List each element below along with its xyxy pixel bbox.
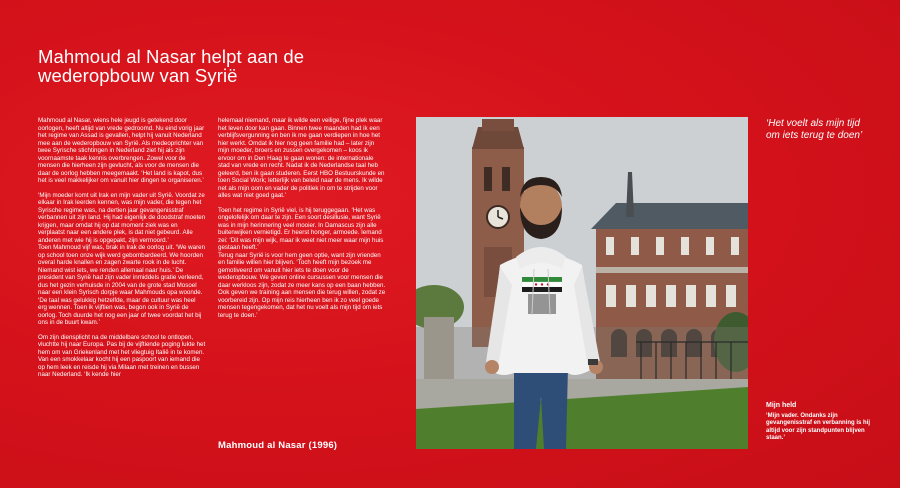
paragraph: ‘Mijn moeder komt uit Irak en mijn vader uit Syrië. Voordat ze elkaar in Irak leerden kennen, was mijn vader, die tegen het Syrische regime was, na dertien jaar gevangenisstraf verbannen uit zijn land. Hij had eigenlijk de doodstraf moeten krijgen, maar omdat hij op dat moment ziek was en verplaatst naar een andere plek, is dat niet gebeurd. Alle anderen met wie hij is opgepakt, zijn vermoord.’ Toen Mahmoud vijf was, brak in Irak de oorlog uit. ‘We waren op school toen onze wijk werd gebombardeerd. We hoorden overal harde knallen en zagen zwarte rook in de lucht. Niemand wist iets, we renden allemaal naar huis.’ De president van Syrië had zijn vader inmiddels gratie verleend, dus het gezin verhuisde in 2004 van de grote stad Mosoel naar een klein Syrisch dorpje waar Mahmouds opa woonde. ‘De taal was gelukkig hetzelfde, maar de cultuur was heel erg wennen. Toen ik vijftien was, begon ook in Syrië de oorlog. Toch duurde het nog een jaar of twee voordat het bij ons in de buurt kwam.’ — [38, 191, 206, 326]
article-column-left — [38, 117, 206, 386]
article-column-middle — [218, 117, 386, 326]
photo-caption-name: Mahmoud al Nasar (1996) — [218, 440, 338, 451]
hero-heading: Mijn held — [766, 402, 797, 409]
paragraph: helemaal niemand, maar ik wilde een veilige, fijne plek waar het leven door kan gaan. Binnen twee maanden had ik een verblijfsvergunning en ben ik me gaan verdiepen in hoe het hier werkt. Omdat ik hier nog geen familie had – later zijn mijn moeder, broers en zussen overgekomen – koos ik ervoor om in Den Haag te gaan wonen: de internationale stad van vrede en recht. Nadat ik de Nederlandse taal heb geleerd, ben ik gaan studeren. Eerst HBO Bestuurskunde en toen Social Work; letterlijk van beleid naar de mens. Ik wilde net als mijn oom en vader de politiek in om te strijden voor alles wat niet goed gaat.’ — [218, 117, 385, 199]
pull-quote: ‘Het voelt als mijn tijd om iets terug te doen’ — [766, 118, 863, 141]
hero-text: ‘Mijn vader. Ondanks zijn gevangenisstraf en verbanning is hij altijd voor zijn standpunten blijven staan.’ — [766, 413, 871, 441]
paragraph: Om zijn diensplicht na de middelbare school te ontlopen, vluchtte hij naar Europa. Pas bij de vijftiende poging lukte het hem om van Griekenland met het vliegtuig Italië in te komen. Van een smokkelaar kocht hij een paspoort van iemand die op hem leek en reisde hij via Milaan met treinen en bussen naar Nederland. ‘Ik kende hier — [38, 333, 206, 378]
portrait-photo — [416, 117, 748, 449]
paragraph: Mahmoud al Nasar, wiens hele jeugd is getekend door oorlogen, heeft altijd van vrede gedroomd. Nu eind vorig jaar het regime van Assad is gevallen, helpt hij vanuit Nederland mee aan de wederopbouw van Syrië. Als medeoprichter van twee Syrische stichtingen in Nederland ziet hij als zijn voornaamste taak kennis overbrengen. Zowel voor de mensen die hierheen zijn gevlucht, als voor de mensen die daar de oorlog hebben meegemaakt. ‘Het land is kapot, dus het is veel makkelijker om vanuit hier dingen te organiseren.’ — [38, 117, 205, 184]
portrait-illustration — [416, 117, 748, 449]
paragraph: Toen het regime in Syrië viel, is hij teruggegaan. ‘Het was ongelofelijk om daar te zijn. Een soort desillusie, want Syrië was in mijn herinnering veel mooier. In Damascus zijn alle buitenwijken vernietigd. Er heerst honger, armoede. Iemand zei: ‘Dit was mijn wijk, maar ik weet niet meer waar mijn huis gestaan heeft.’ Terug naar Syrië is voor hem geen optie, want zijn vrienden en familie willen hier blijven. ‘Toch heeft mijn bezoek me gemotiveerd om vanuit hier iets te doen voor de wederopbouw. We geven online cursussen voor mensen die daar werkloos zijn, zodat ze meer kans op een baan hebben. Ook geven we training aan mensen die terug willen, zodat ze voorbereid zijn. Op mijn reis hierheen ben ik zo veel goede mensen tegengekomen, dat het nu voelt als mijn tijd om iets terug te doen.’ — [218, 206, 386, 319]
article-title: Mahmoud al Nasar helpt aan de wederopbouw van Syrië — [38, 46, 305, 87]
